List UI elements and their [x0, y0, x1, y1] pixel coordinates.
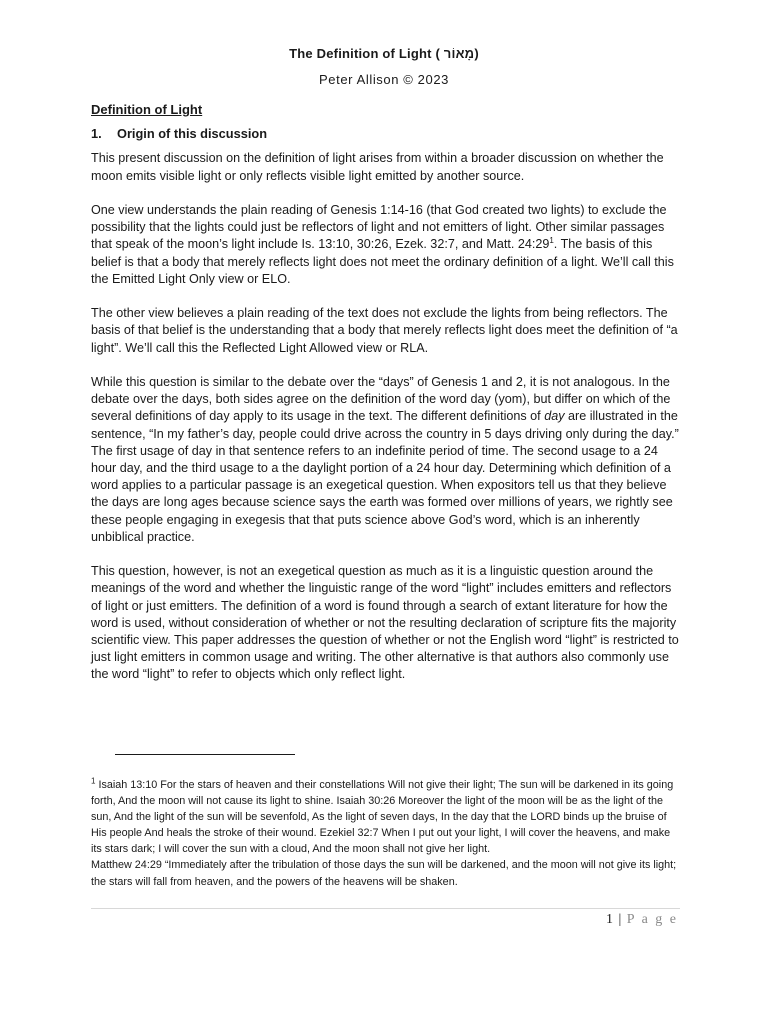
document-author: Peter Allison © 2023 [319, 72, 449, 87]
paragraph-text: One view understands the plain reading of Genesis 1:14-16 (that God created two lights) to exclude the possibility that the lights could just be reflectors of light and not emitters of light. Other similar passages that speak of the moon’s light include Is. 13:10, 30:26, Ezek. 32:7, and Matt. 24:29 [91, 203, 667, 252]
page-number [606, 912, 678, 928]
page-label: P a g e [626, 912, 678, 927]
subsection-heading [91, 125, 680, 142]
paragraph-text: . The basis of this belief is that a body that merely reflects light does not meet the ordinary definition of a light. We’ll call this the Emitted Light Only view or ELO. [91, 237, 674, 286]
footnote-separator [115, 754, 295, 755]
paragraph-text: While this question is similar to the debate over the “days” of Genesis 1 and 2, it is not analogous. In the debate over the days, both sides agree on the definition of the word day (yom), but differ on which of the several definitions of day apply to its usage in the text. The different definitions of [91, 375, 671, 424]
paragraph: This present discussion on the definition of light arises from within a broader discussion on whether the moon emits visible light or only reflects visible light emitted by another source. [91, 151, 664, 183]
paragraph [91, 374, 680, 546]
footnotes [91, 777, 680, 890]
footnote-1-continued: Matthew 24:29 “Immediately after the tribulation of those days the sun will be darkened, and the moon will not give its light; the stars will fall from heaven, and the powers of the heavens will be shaken. [91, 859, 677, 888]
page-number-value: 1 [605, 912, 614, 927]
paragraph [91, 202, 680, 288]
paragraph: This question, however, is not an exegetical question as much as it is a linguistic question around the meanings of the word and whether the linguistic range of the word “light” includes emitters and reflectors of light or just emitters. The definition of a word is found through a search of extant literature for how the word is used, without consideration of whether or not the resulting declaration of scripture fits the majority scientific view. This paper addresses the question of whether or not the English word “light” is restricted to just light emitters in common usage and writing. The other alternative is that authors also commonly use the word “light” to refer to objects which only reflect light. [91, 564, 679, 682]
subsection-label: Origin of this discussion [117, 126, 268, 142]
page-number-divider [91, 908, 680, 909]
paragraph-text: are illustrated in the sentence, “In my father’s day, people could drive across the country in 5 days driving only during the day.” The first usage of day in that sentence refers to an indefinite period of time. The second usage to a 24 hour day, and the third usage to a the daylight portion of a 24 hour day. Determining which definition of a word applies to a particular passage is an exegetical question. When expositors tell us that they believe the days are long ages because science says the earth was formed over millions of years, we rightly see these people engaging in exegesis that that puts science above God’s word, which is an inherently unbiblical practice. [91, 409, 679, 544]
subsection-number: 1. [91, 126, 102, 142]
footnote-marker: 1 [91, 776, 96, 786]
document-title: The Definition of Light ( מָאוֹר) [289, 46, 479, 61]
footnote-reference[interactable]: 1 [549, 236, 554, 246]
footnote-text: Isaiah 13:10 For the stars of heaven and their constellations Will not give their light; The sun will be darkened in its going forth, And the moon will not cause its light to shine. Isaiah 30:26 Moreover the light of the moon will be as the light of the sun, And the light of the sun will be sevenfold, As the light of seven days, In the day that the LORD binds up the bruise of His people And heals the stroke of their wound. Ezekiel 32:7 When I put out your light, I will cover the heavens, and make its stars dark; I will cover the sun with a cloud, And the moon shall not give her light. [91, 779, 674, 856]
paragraph: The other view believes a plain reading of the text does not exclude the lights from being reflectors. The basis of that belief is the understanding that a body that merely reflects light does meet the definition of “a light”. We’ll call this the Reflected Light Allowed view or RLA. [91, 306, 678, 355]
section-heading: Definition of Light [91, 102, 203, 117]
document-body [91, 101, 680, 701]
footnote-1 [91, 777, 680, 857]
emphasized-word: day [544, 409, 565, 424]
page-number-separator: | [613, 912, 627, 927]
